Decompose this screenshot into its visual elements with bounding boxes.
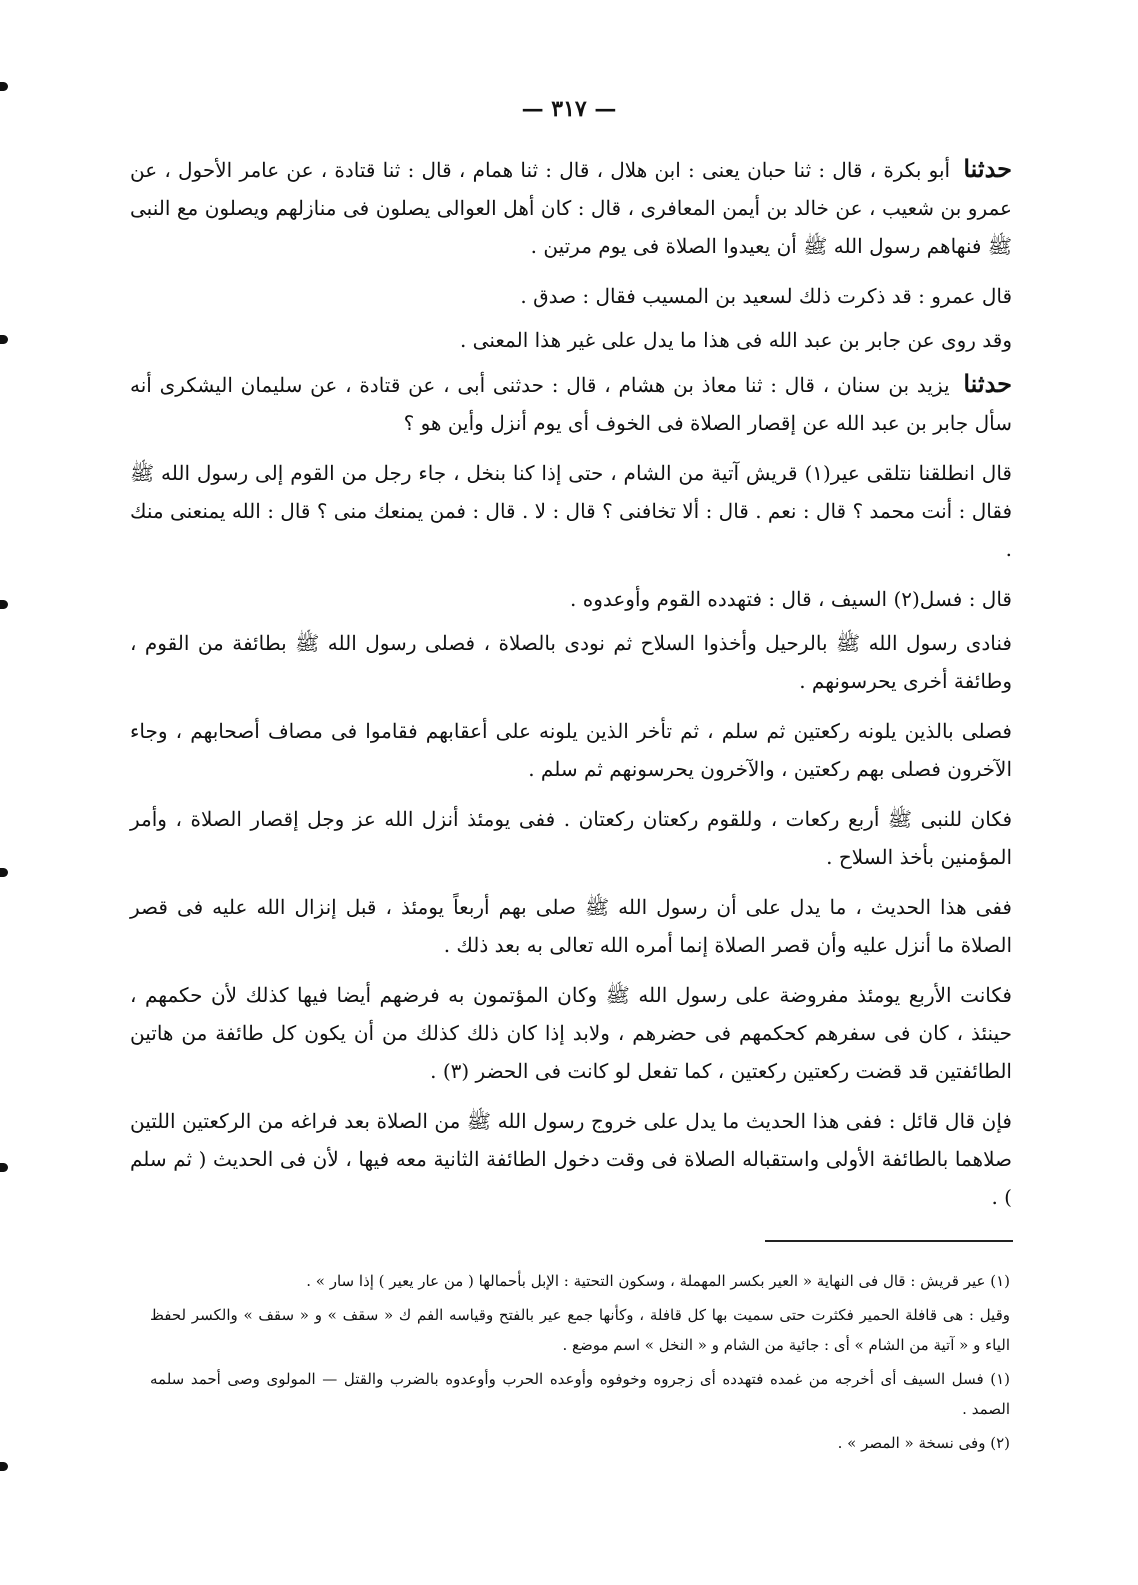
paragraph-text: قال عمرو : قد ذكرت ذلك لسعيد بن المسيب فقال : صدق .	[520, 284, 1012, 308]
scan-edge-mark	[0, 335, 8, 344]
paragraph-text: فكان للنبى ﷺ أربع ركعات ، وللقوم ركعتان ركعتان . ففى يومئذ أنزل الله عز وجل إقصار الصلاة ، وأمر المؤمنين بأخذ السلاح .	[130, 807, 1012, 869]
paragraph-text: يزيد بن سنان ، قال : ثنا معاذ بن هشام ، قال : حدثنى أبى ، عن قتادة ، عن سليمان اليشكرى أنه سأل جابر بن عبد الله عن إقصار الصلاة فى الخوف أى يوم أنزل وأين هو ؟	[130, 373, 1012, 435]
paragraph	[130, 624, 1012, 700]
page-number: — ٣١٧ —	[521, 96, 617, 122]
paragraph	[130, 800, 1012, 876]
paragraph-text: قال انطلقنا نتلقى عير(١) قريش آتية من الشام ، حتى إذا كنا بنخل ، جاء رجل من القوم إلى رسول الله ﷺ فقال : أنت محمد ؟ قال : نعم . قال : ألا تخافنى ؟ قال : لا . قال : فمن يمنعك منى ؟ قال : الله يمنعنى منك .	[130, 461, 1012, 561]
footnote: (٢) وفى نسخة « المصر » .	[837, 1434, 1010, 1452]
paragraph-text: أبو بكرة ، قال : ثنا حبان يعنى : ابن هلال ، قال : ثنا همام ، قال : ثنا قتادة ، عن عامر الأحول ، عن عمرو بن شعيب ، عن خالد بن أيمن المعافرى ، قال : كان أهل العوالى يصلون فى منازلهم ويصلون مع النبى ﷺ فنهاهم رسول الله ﷺ أن يعيدوا الصلاة فى يوم مرتين .	[130, 158, 1012, 258]
paragraph-text: فنادى رسول الله ﷺ بالرحيل وأخذوا السلاح ثم نودى بالصلاة ، فصلى رسول الله ﷺ بطائفة من القوم ، وطائفة أخرى يحرسونهم .	[130, 631, 1012, 693]
paragraph	[130, 976, 1012, 1090]
paragraph	[130, 277, 1012, 315]
paragraph-text: فكانت الأربع يومئذ مفروضة على رسول الله ﷺ وكان المؤتمون به فرضهم أيضا فيها كذلك لأن حكمهم ، حينئذ ، كان فى سفرهم كحكمهم فى حضرهم ، ولابد إذا كان ذلك كذلك من أن يكون كل طائفة من هاتين الطائفتين قد قضت ركعتين ركعتين ، كما تفعل لو كانت فى الحضر (٣) .	[130, 983, 1012, 1083]
paragraph	[130, 580, 1012, 618]
paragraph-text: قال : فسل(٢) السيف ، قال : فتهدده القوم وأوعدوه .	[570, 587, 1012, 611]
scan-edge-mark	[0, 868, 8, 877]
paragraph-text: فصلى بالذين يلونه ركعتين ثم سلم ، ثم تأخر الذين يلونه على أعقابهم فقاموا فى مصاف أصحابهم ، وجاء الآخرون فصلى بهم ركعتين ، والآخرون يحرسونهم ثم سلم .	[130, 719, 1012, 781]
paragraph-text: وقد روى عن جابر بن عبد الله فى هذا ما يدل على غير هذا المعنى .	[459, 328, 1012, 352]
paragraph	[130, 365, 1012, 442]
paragraph	[130, 454, 1012, 568]
scan-edge-mark	[0, 82, 8, 91]
paragraph	[130, 150, 1012, 265]
scan-edge-mark	[0, 1462, 8, 1471]
scan-edge-mark	[0, 600, 8, 609]
footnote-divider	[765, 1240, 1013, 1242]
paragraph	[130, 321, 1012, 359]
footnote: وقيل : هى قافلة الحمير فكثرت حتى سميت بها كل قافلة ، وكأنها جمع عير بالفتح وقياسه الفم ك « سقف » و « سقف » والكسر لحفظ الياء و « آتية من الشام » أى : جائية من الشام و « النخل » اسم موضع .	[150, 1306, 1010, 1354]
paragraph	[130, 712, 1012, 788]
hadith-lead-word: حدثنا	[963, 369, 1012, 398]
paragraph-text: ففى هذا الحديث ، ما يدل على أن رسول الله ﷺ صلى بهم أربعاً يومئذ ، قبل إنزال الله عليه فى قصر الصلاة ما أنزل عليه وأن قصر الصلاة إنما أمره الله تعالى به بعد ذلك .	[130, 895, 1012, 957]
scan-edge-mark	[0, 1163, 8, 1172]
footnote: (١) فسل السيف أى أخرجه من غمده فتهدده أى زجروه وخوفوه وأوعده الحرب وأوعدوه بالضرب والقتل — المولوى وصى أحمد سلمه الصمد .	[150, 1370, 1010, 1418]
paragraph-text: فإن قال قائل : ففى هذا الحديث ما يدل على خروج رسول الله ﷺ من الصلاة بعد فراغه من الركعتين اللتين صلاهما بالطائفة الأولى واستقباله الصلاة فى وقت دخول الطائفة الثانية معه فيها ، لأن فى الحديث ( ثم سلم ) .	[130, 1109, 1013, 1209]
paragraph	[130, 888, 1012, 964]
hadith-lead-word: حدثنا	[963, 154, 1012, 183]
main-text	[130, 150, 1012, 1228]
paragraph	[130, 1102, 1012, 1216]
footnotes	[150, 1266, 1010, 1462]
footnote: (١) عير قريش : قال فى النهاية « العير بكسر المهملة ، وسكون التحتية : الإبل بأحمالها ( من عار يعير ) إذا سار » .	[306, 1272, 1010, 1290]
